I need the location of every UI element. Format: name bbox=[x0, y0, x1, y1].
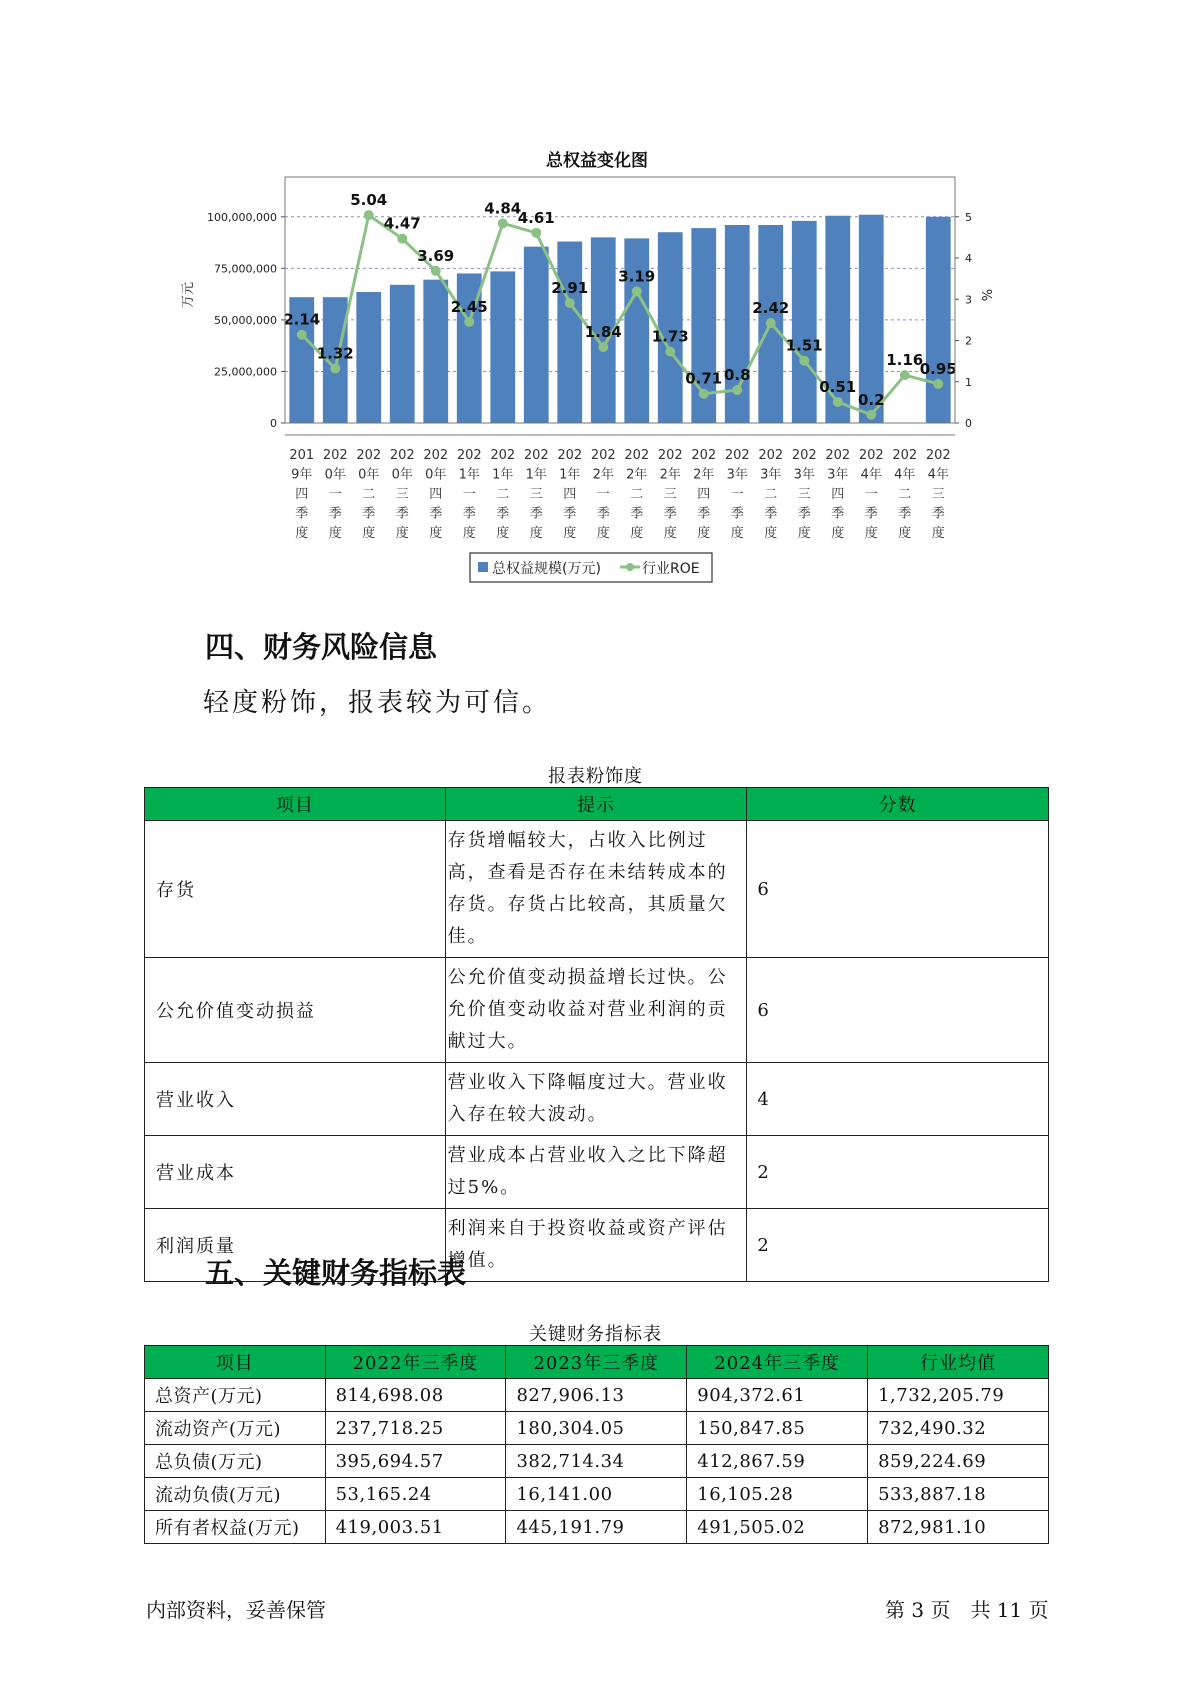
fin-value: 16,141.00 bbox=[506, 1478, 687, 1511]
roe-data-label: 4.84 bbox=[484, 199, 522, 218]
header-2023q3: 2023年三季度 bbox=[506, 1346, 687, 1379]
fin-value: 859,224.69 bbox=[868, 1445, 1049, 1478]
roe-data-label: 4.61 bbox=[517, 208, 555, 227]
x-tick-label: 202 0年四季度 bbox=[423, 448, 449, 541]
fin-value: 1,732,205.79 bbox=[868, 1379, 1049, 1412]
roe-data-label: 3.19 bbox=[618, 267, 656, 286]
bar bbox=[356, 292, 381, 423]
risk-item: 营业收入 bbox=[145, 1063, 446, 1136]
x-tick-label: 202 3年二季度 bbox=[758, 448, 784, 541]
x-tick-label: 202 3年三季度 bbox=[791, 448, 817, 541]
roe-data-label: 2.91 bbox=[551, 278, 589, 297]
x-tick-label: 202 4年二季度 bbox=[892, 448, 918, 541]
chart-grid bbox=[285, 214, 955, 372]
y-left-tick-label: 75,000,000 bbox=[214, 262, 277, 276]
fin-value: 382,714.34 bbox=[506, 1445, 687, 1478]
y-left-tick-label: 0 bbox=[270, 417, 277, 430]
risk-score: 2 bbox=[747, 1136, 1049, 1209]
bar bbox=[792, 221, 817, 423]
roe-data-label: 0.71 bbox=[685, 369, 723, 388]
risk-item: 存货 bbox=[145, 821, 446, 958]
x-tick-label: 202 4年三季度 bbox=[925, 448, 951, 541]
risk-table-caption: 报表粉饰度 bbox=[548, 766, 643, 787]
x-tick-label: 202 1年一季度 bbox=[456, 448, 482, 541]
fin-value: 491,505.02 bbox=[687, 1511, 868, 1544]
roe-data-label: 1.16 bbox=[886, 351, 924, 370]
roe-point bbox=[699, 389, 709, 399]
risk-item: 利润质量 bbox=[145, 1209, 446, 1282]
table-row bbox=[145, 1445, 1049, 1478]
table-row bbox=[145, 821, 1049, 958]
fin-item: 总负债(万元) bbox=[145, 1445, 326, 1478]
roe-data-label: 2.45 bbox=[450, 297, 488, 316]
roe-point bbox=[732, 385, 742, 395]
roe-point bbox=[833, 397, 843, 407]
footer-page-number: 第 3 页 共 11 页 bbox=[885, 1598, 1049, 1622]
roe-point bbox=[297, 330, 307, 340]
roe-point bbox=[866, 410, 876, 420]
roe-data-label: 1.84 bbox=[584, 323, 622, 342]
fin-table-caption: 关键财务指标表 bbox=[529, 1324, 662, 1345]
roe-point bbox=[632, 286, 642, 296]
x-tick-label: 202 3年一季度 bbox=[724, 448, 750, 541]
y-axis-right-label: % bbox=[978, 288, 993, 302]
x-tick-label: 202 0年二季度 bbox=[356, 448, 382, 541]
fin-value: 904,372.61 bbox=[687, 1379, 868, 1412]
x-tick-label: 202 0年一季度 bbox=[322, 448, 348, 541]
risk-tip: 公允价值变动损益增长过快。公允价值变动收益对营业利润的贡献过大。 bbox=[445, 958, 747, 1063]
financial-table bbox=[144, 1345, 1049, 1544]
x-tick-label: 202 4年一季度 bbox=[858, 448, 884, 541]
y-axis-left-label: 万元 bbox=[181, 281, 196, 309]
table-row bbox=[145, 1136, 1049, 1209]
roe-point bbox=[766, 318, 776, 328]
fin-value: 814,698.08 bbox=[325, 1379, 506, 1412]
legend-line-label: 行业ROE bbox=[642, 561, 700, 577]
roe-point bbox=[431, 266, 441, 276]
fin-item: 总资产(万元) bbox=[145, 1379, 326, 1412]
risk-summary: 轻度粉饰，报表较为可信。 bbox=[203, 688, 552, 718]
fin-value: 16,105.28 bbox=[687, 1478, 868, 1511]
fin-table-header bbox=[145, 1346, 1049, 1379]
y-left-tick-label: 50,000,000 bbox=[214, 313, 277, 327]
legend-bar-label: 总权益规模(万元) bbox=[492, 561, 601, 577]
fin-value: 53,165.24 bbox=[325, 1478, 506, 1511]
risk-score: 4 bbox=[747, 1063, 1049, 1136]
y-right-tick-label: 5 bbox=[965, 210, 972, 224]
y-right-tick-label: 4 bbox=[965, 252, 972, 265]
fin-item: 所有者权益(万元) bbox=[145, 1511, 326, 1544]
header-2022q3: 2022年三季度 bbox=[325, 1346, 506, 1379]
risk-table-header bbox=[145, 788, 1049, 821]
roe-data-label: 1.51 bbox=[785, 336, 823, 355]
fin-value: 872,981.10 bbox=[868, 1511, 1049, 1544]
footer-confidential: 内部资料，妥善保管 bbox=[146, 1598, 326, 1622]
table-row bbox=[145, 1379, 1049, 1412]
header-tip: 提示 bbox=[445, 788, 747, 821]
legend-bar-swatch bbox=[478, 562, 488, 572]
header-item: 项目 bbox=[145, 788, 446, 821]
risk-score: 2 bbox=[747, 1209, 1049, 1282]
roe-data-label: 5.04 bbox=[350, 191, 388, 210]
bar bbox=[624, 238, 649, 423]
y-right-tick-label: 3 bbox=[965, 293, 972, 307]
x-tick-label: 202 2年四季度 bbox=[691, 448, 717, 541]
roe-point bbox=[799, 356, 809, 366]
section4-heading: 四、财务风险信息 bbox=[205, 630, 438, 664]
bar bbox=[390, 285, 415, 423]
x-tick-label: 202 1年三季度 bbox=[523, 448, 549, 541]
x-tick-label: 202 1年四季度 bbox=[557, 448, 583, 541]
roe-point bbox=[531, 228, 541, 238]
roe-data-label: 0.2 bbox=[857, 390, 885, 409]
header-score: 分数 bbox=[747, 788, 1049, 821]
roe-point bbox=[397, 234, 407, 244]
bar bbox=[423, 280, 448, 423]
table-row bbox=[145, 958, 1049, 1063]
roe-point bbox=[665, 347, 675, 357]
roe-data-label: 0.51 bbox=[819, 377, 857, 396]
x-tick-label: 202 1年二季度 bbox=[490, 448, 516, 541]
fin-value: 412,867.59 bbox=[687, 1445, 868, 1478]
roe-data-label: 1.32 bbox=[316, 344, 354, 363]
table-row bbox=[145, 1412, 1049, 1445]
x-tick-label: 202 2年一季度 bbox=[590, 448, 616, 541]
risk-tip: 营业收入下降幅度过大。营业收入存在较大波动。 bbox=[445, 1063, 747, 1136]
chart-legend bbox=[470, 553, 712, 582]
fin-value: 180,304.05 bbox=[506, 1412, 687, 1445]
risk-score: 6 bbox=[747, 821, 1049, 958]
section5-heading: 五、关键财务指标表 bbox=[205, 1256, 467, 1290]
y-right-tick-label: 1 bbox=[965, 375, 972, 389]
y-left-tick-label: 100,000,000 bbox=[207, 210, 277, 224]
fin-value: 150,847.85 bbox=[687, 1412, 868, 1445]
x-tick-label: 202 2年三季度 bbox=[657, 448, 683, 541]
fin-value: 237,718.25 bbox=[325, 1412, 506, 1445]
roe-point bbox=[565, 298, 575, 308]
chart-title: 总权益变化图 bbox=[546, 151, 648, 171]
x-tick-label: 202 3年四季度 bbox=[825, 448, 851, 541]
roe-data-label: 0.95 bbox=[919, 359, 957, 378]
table-row bbox=[145, 1478, 1049, 1511]
roe-data-label: 4.47 bbox=[383, 214, 421, 233]
roe-point bbox=[933, 379, 943, 389]
risk-tip: 存货增幅较大，占收入比例过高，查看是否存在未结转成本的存货。存货占比较高，其质量欠佳。 bbox=[445, 821, 747, 958]
x-tick-label: 202 2年二季度 bbox=[624, 448, 650, 541]
y-right-tick-label: 2 bbox=[965, 334, 972, 348]
risk-score: 6 bbox=[747, 958, 1049, 1063]
roe-data-label: 2.42 bbox=[752, 299, 790, 318]
fin-value: 827,906.13 bbox=[506, 1379, 687, 1412]
bar bbox=[524, 247, 549, 423]
fin-value: 445,191.79 bbox=[506, 1511, 687, 1544]
fin-item: 流动负债(万元) bbox=[145, 1478, 326, 1511]
x-tick-label: 202 0年三季度 bbox=[389, 448, 415, 541]
roe-data-label: 1.73 bbox=[651, 327, 689, 346]
legend-line-marker bbox=[626, 563, 634, 571]
header-item: 项目 bbox=[145, 1346, 326, 1379]
roe-point bbox=[498, 218, 508, 228]
table-row bbox=[145, 1511, 1049, 1544]
risk-table bbox=[144, 787, 1049, 1282]
bar bbox=[557, 242, 582, 424]
roe-data-label: 3.69 bbox=[417, 246, 455, 265]
roe-point bbox=[330, 364, 340, 374]
fin-value: 732,490.32 bbox=[868, 1412, 1049, 1445]
y-right-tick-label: 0 bbox=[965, 417, 972, 430]
fin-value: 395,694.57 bbox=[325, 1445, 506, 1478]
x-tick-label: 201 9年四季度 bbox=[289, 448, 315, 541]
y-left-tick-label: 25,000,000 bbox=[214, 365, 277, 379]
table-row bbox=[145, 1063, 1049, 1136]
bar bbox=[926, 217, 951, 423]
header-2024q3: 2024年三季度 bbox=[687, 1346, 868, 1379]
roe-point bbox=[598, 342, 608, 352]
header-industry-avg: 行业均值 bbox=[868, 1346, 1049, 1379]
line-series bbox=[283, 191, 957, 420]
equity-chart bbox=[170, 140, 1030, 595]
roe-data-label: 2.14 bbox=[283, 310, 321, 329]
roe-point bbox=[900, 370, 910, 380]
roe-point bbox=[464, 317, 474, 327]
fin-value: 419,003.51 bbox=[325, 1511, 506, 1544]
risk-item: 营业成本 bbox=[145, 1136, 446, 1209]
fin-item: 流动资产(万元) bbox=[145, 1412, 326, 1445]
risk-item: 公允价值变动损益 bbox=[145, 958, 446, 1063]
bar bbox=[490, 271, 515, 423]
risk-tip: 利润来自于投资收益或资产评估增值。 bbox=[445, 1209, 747, 1282]
roe-point bbox=[364, 210, 374, 220]
risk-tip: 营业成本占营业收入之比下降超过5%。 bbox=[445, 1136, 747, 1209]
fin-value: 533,887.18 bbox=[868, 1478, 1049, 1511]
roe-data-label: 0.8 bbox=[723, 366, 751, 384]
